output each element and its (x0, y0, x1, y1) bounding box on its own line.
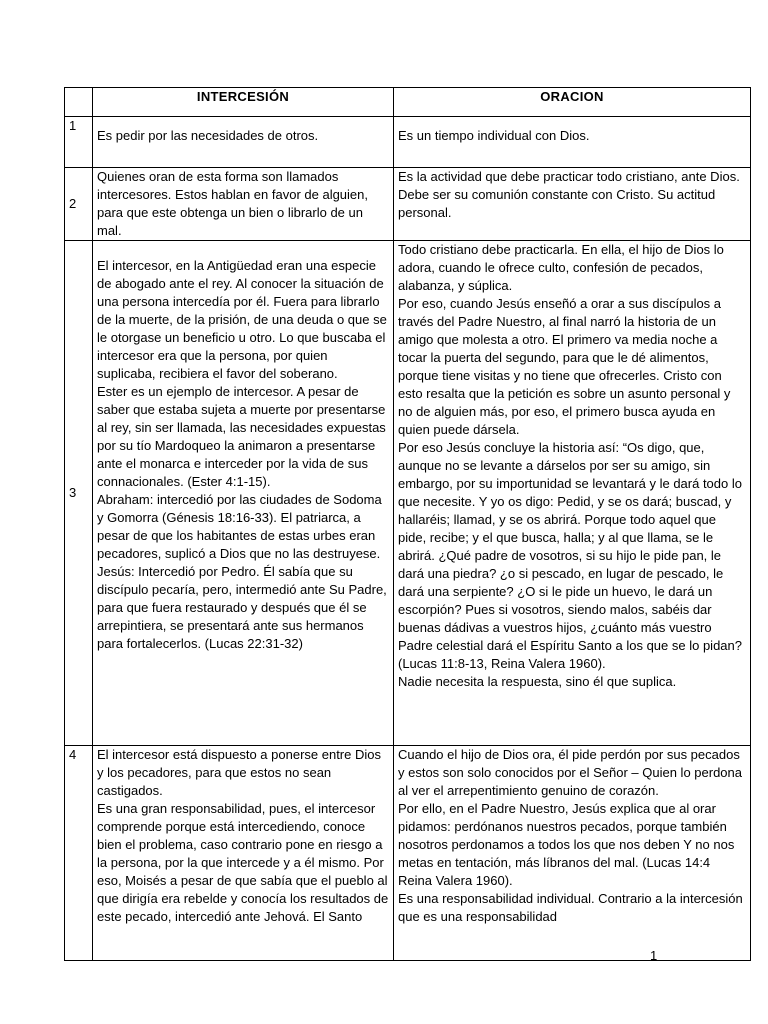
cell-paragraph: El intercesor está dispuesto a ponerse entre Dios y los pecadores, para que estos no sean castigados. (97, 747, 381, 798)
cell-paragraph: Quienes oran de esta forma son llamados intercesores. Estos hablan en favor de alguien, para que este obtenga un bien o librarlo de un mal. (97, 169, 369, 238)
cell-paragraph: Por ello, en el Padre Nuestro, Jesús explica que al orar pidamos: perdónanos nuestros pecados, porque también nosotros perdonamos a todos los que nos deben Y no nos metas en tentación, más líbranos del mal. (Lucas 14:4 Reina Valera 1960). (398, 801, 735, 888)
row-number: 4 (65, 746, 93, 961)
intercesion-cell (93, 168, 394, 241)
table-row (65, 117, 751, 168)
cell-paragraph: Cuando el hijo de Dios ora, él pide perdón por sus pecados y estos son solo conocidos por el Señor – Quien lo perdona al ver el arrepentimiento genuino de corazón. (398, 747, 742, 798)
cell-paragraph: Todo cristiano debe practicarla. En ella, el hijo de Dios lo adora, cuando le ofrece culto, confesión de pecados, alabanza, y súplica. (398, 242, 724, 293)
oracion-cell (394, 241, 751, 746)
row-number: 1 (65, 117, 93, 168)
row-number: 3 (65, 241, 93, 746)
cell-paragraph: Nadie necesita la respuesta, sino él que suplica. (398, 674, 677, 689)
cell-paragraph: Es una gran responsabilidad, pues, el intercesor comprende porque está intercediendo, conoce bien el problema, caso contrario pone en riesgo a la persona, por la que intercede y a él mismo. Por eso, Moisés a pesar de que sabía que el pueblo al que dirigía era rebelde y conocía los resultados de este pecado, intercedió ante Jehová. El Santo (97, 801, 389, 924)
cell-paragraph: Es pedir por las necesidades de otros. (97, 128, 319, 143)
header-number (65, 88, 93, 117)
oracion-cell (394, 746, 751, 961)
cell-paragraph: Es un tiempo individual con Dios. (398, 128, 590, 143)
header-row (65, 88, 751, 117)
cell-paragraph: Por eso, cuando Jesús enseñó a orar a sus discípulos a través del Padre Nuestro, al final narró la historia de un amigo que molesta a otro. El primero va media noche a tocar la puerta del segundo, para que le dé alimentos, porque tiene visitas y no tiene que ofrecerles. Cristo con esto resalta que la petición es sobre un asunto personal y no de alguien más, por eso, el primero busca ayuda en quien puede dársela. (398, 296, 731, 437)
table-row (65, 746, 751, 961)
cell-paragraph: Abraham: intercedió por las ciudades de Sodoma y Gomorra (Génesis 18:16-33). El patriarca, a pesar de que los habitantes de estas urbes eran pecadores, suplicó a Dios que no las destruyese. (97, 492, 382, 561)
cell-paragraph: Ester es un ejemplo de intercesor. A pesar de saber que estaba sujeta a muerte por presentarse al rey, sin ser llamada, las necesidades expuestas por su tío Mardoqueo la animaron a presentarse ante el monarca e interceder por la vida de sus connacionales. (Ester 4:1-15). (97, 384, 386, 489)
comparison-table (64, 87, 751, 961)
oracion-cell (394, 168, 751, 241)
header-intercesion: INTERCESIÓN (93, 88, 394, 117)
row-number: 2 (65, 168, 93, 241)
header-oracion: ORACION (394, 88, 751, 117)
intercesion-cell (93, 746, 394, 961)
intercesion-cell (93, 117, 394, 168)
page-number: 1 (650, 948, 658, 963)
cell-paragraph: Es la actividad que debe practicar todo cristiano, ante Dios. Debe ser su comunión constante con Cristo. Su actitud personal. (398, 169, 740, 220)
cell-paragraph: Es una responsabilidad individual. Contrario a la intercesión que es una responsabilidad (398, 891, 743, 924)
intercesion-cell (93, 241, 394, 746)
table-row (65, 241, 751, 746)
cell-paragraph: Por eso Jesús concluye la historia así: “Os digo, que, aunque no se levante a dárselos por ser su amigo, sin embargo, por su importunidad se levantará y le dará todo lo que necesite. Y yo os digo: Pedid, y se os dará; buscad, y hallaréis; llamad, y se os abrirá. Porque todo aquel que pide, recibe; y el que busca, halla; y al que llama, se le abrirá. ¿Qué padre de vosotros, si su hijo le pide pan, le dará una piedra? ¿o si pescado, en lugar de pescado, le dará una serpiente? ¿O si le pide un huevo, le dará un escorpión? Pues si vosotros, siendo malos, sabéis dar buenas dádivas a vuestros hijos, ¿cuánto más vuestro Padre celestial dará el Espíritu Santo a los que se lo pidan? (Lucas 11:8-13, Reina Valera 1960). (398, 440, 742, 671)
cell-paragraph: Jesús: Intercedió por Pedro. Él sabía que su discípulo pecaría, pero, intermedió ante Su Padre, para que fuera restaurado y después que él se arrepintiera, se presentará ante sus hermanos para fortalecerlos. (Lucas 22:31-32) (97, 564, 387, 651)
table-row (65, 168, 751, 241)
cell-paragraph: El intercesor, en la Antigüedad eran una especie de abogado ante el rey. Al conocer la situación de una persona intercedía por él. Fuera para librarlo de la muerte, de la prisión, de una deuda o que se le otorgase un beneficio u otro. Lo que buscaba el intercesor era que la persona, por quien suplicaba, recibiera el favor del soberano. (97, 258, 387, 381)
oracion-cell (394, 117, 751, 168)
